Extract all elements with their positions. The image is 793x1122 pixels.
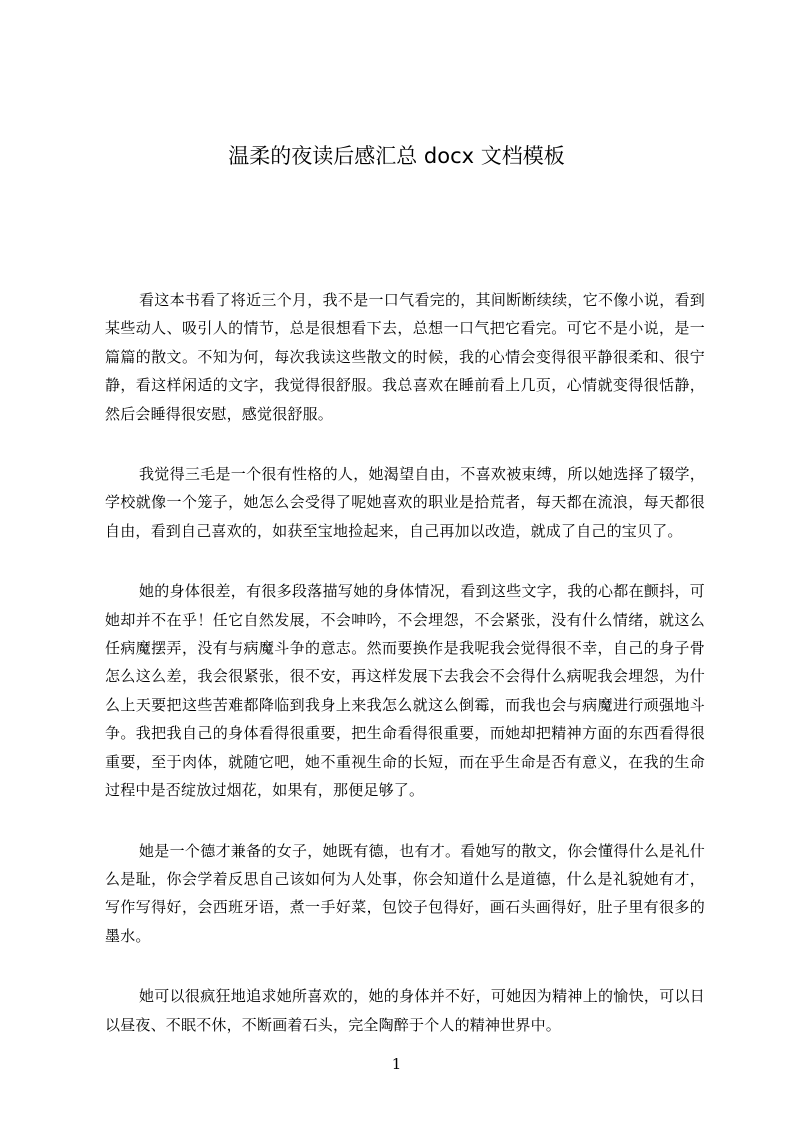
paragraph-1: 看这本书看了将近三个月，我不是一口气看完的，其间断断续续，它不像小说，看到某些动人、吸引人的情节，总是很想看下去，总想一口气把它看完。可它不是小说，是一篇篇的散文。不知为何，每次我读这些散文的时候，我的心情会变得很平静很柔和、很宁静，看这样闲适的文字，我觉得很舒服。我总喜欢在睡前看上几页，心情就变得很恬静，然后会睡得很安慰，感觉很舒服。 bbox=[105, 291, 705, 423]
paragraph-5: 她可以很疯狂地追求她所喜欢的，她的身体并不好，可她因为精神上的愉快，可以日以昼夜、不眠不休，不断画着石头，完全陶醉于个人的精神世界中。 bbox=[105, 987, 705, 1034]
paragraph-3: 她的身体很差，有很多段落描写她的身体情况，看到这些文字，我的心都在颤抖，可她却并不在乎！任它自然发展，不会呻吟，不会埋怨，不会紧张，没有什么情绪，就这么任病魔摆弄，没有与病魔斗争的意志。然而要换作是我呢我会觉得很不幸，自己的身子骨怎么这么差，我会很紧张，很不安，再这样发展下去我会不会得什么病呢我会埋怨，为什么上天要把这些苦难都降临到我身上来我怎么就这么倒霉，而我也会与病魔进行顽强地斗争。我把我自己的身体看得很重要，把生命看得很重要，而她却把精神方面的东西看得很重要，至于肉体，就随它吧，她不重视生命的长短，而在乎生命是否有意义，在我的生命过程中是否绽放过烟花，如果有，那便足够了。 bbox=[105, 582, 705, 800]
paragraph-2: 我觉得三毛是一个很有性格的人，她渴望自由，不喜欢被束缚，所以她选择了辍学，学校就像一个笼子，她怎么会受得了呢她喜欢的职业是拾荒者，每天都在流浪，每天都很自由，看到自己喜欢的，如获至宝地捡起来，自己再加以改造，就成了自己的宝贝了。 bbox=[105, 465, 705, 540]
paragraph-4: 她是一个德才兼备的女子，她既有德，也有才。看她写的散文，你会懂得什么是礼什么是耻，你会学着反思自己该如何为人处事，你会知道什么是道德，什么是礼貌她有才，写作写得好，会西班牙语，煮一手好菜，包饺子包得好，画石头画得好，肚子里有很多的墨水。 bbox=[105, 841, 705, 945]
page-number: 1 bbox=[391, 1055, 402, 1073]
document-body bbox=[105, 286, 705, 1071]
document-title: 温柔的夜读后感汇总 docx 文档模板 bbox=[228, 144, 565, 168]
